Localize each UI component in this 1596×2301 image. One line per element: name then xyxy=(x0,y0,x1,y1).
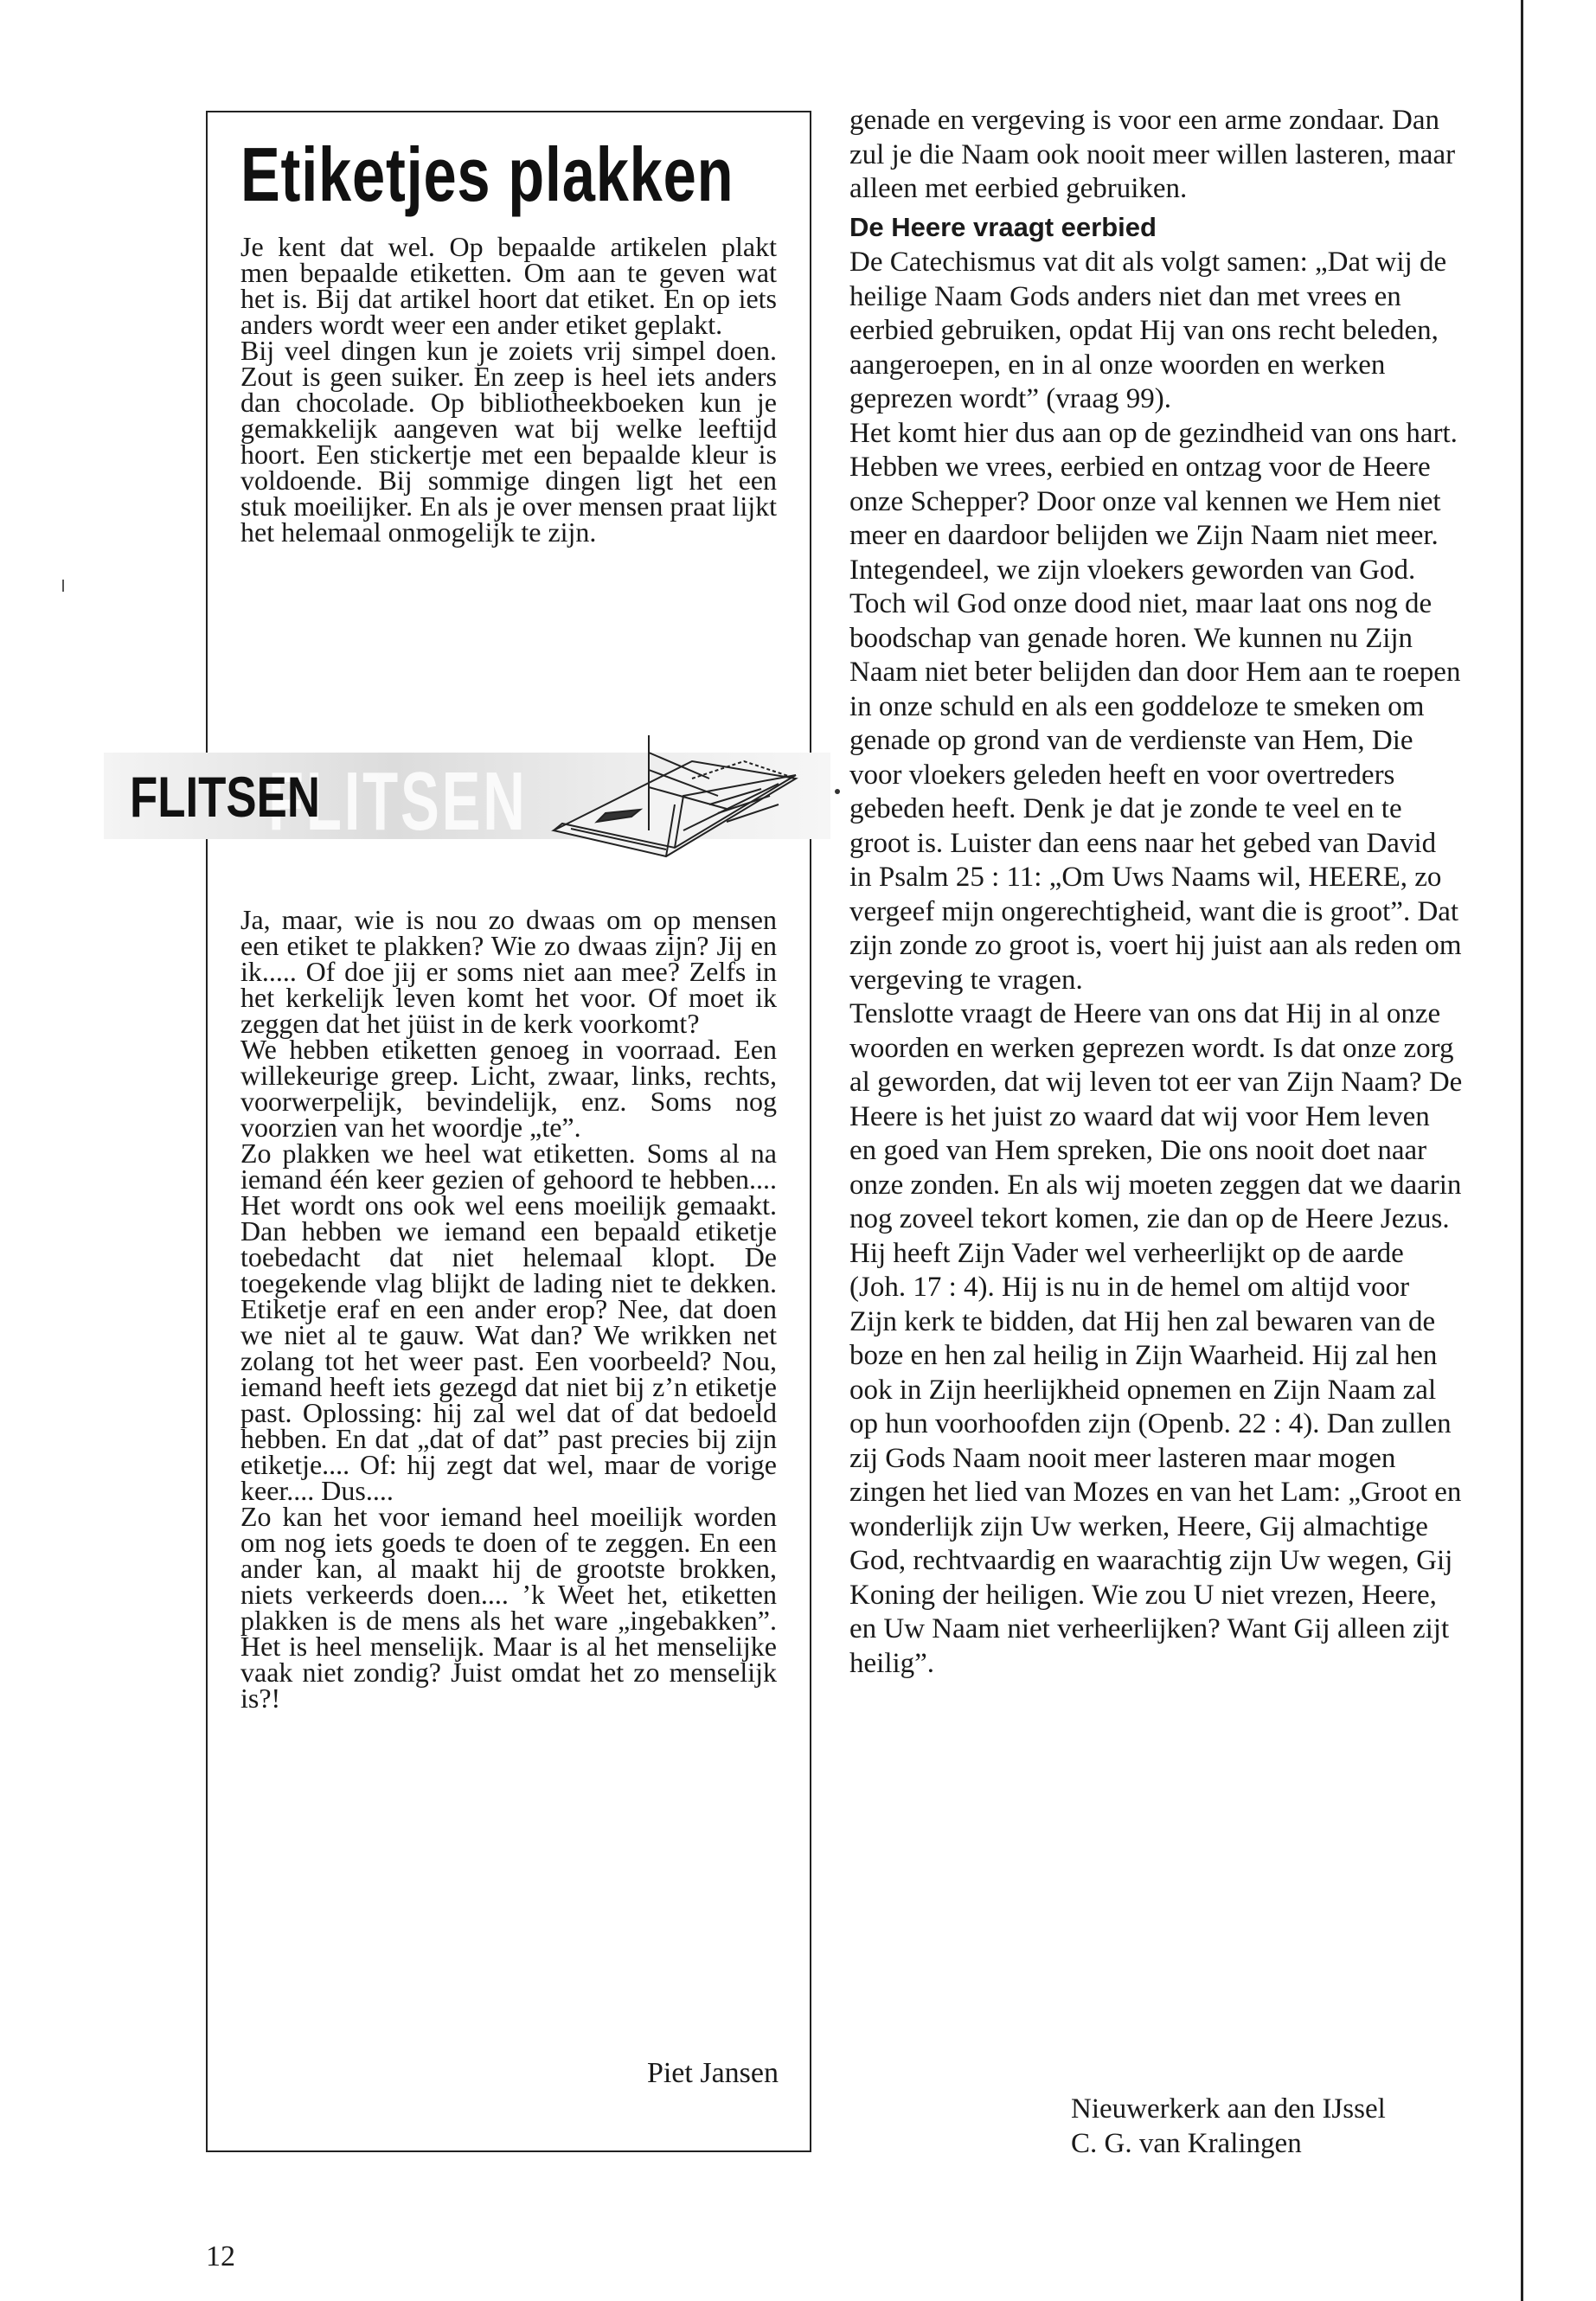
margin-mark xyxy=(62,580,64,592)
right-column xyxy=(849,104,1464,1681)
right-paragraph: De Catechismus vat dit als volgt samen: „Dat wij de heilige Naam Gods anders niet dan met vrees en eerbied gebruiken, opdat Hij van ons recht beleden, aangeroepen, en in al onze woorden en werken geprezen wordt” (vraag 99). xyxy=(849,247,1447,414)
banner-ghost-text: FLITSEN xyxy=(268,755,528,848)
closing-signature xyxy=(1071,2092,1386,2161)
body-paragraph: Zo plakken we heel wat etiketten. Soms al na iemand één keer gezien of gehoord te hebben.... Het wordt ons ook wel eens moeilijk gemaakt. Dan hebben we iemand een bepaald etiketje toebedacht dat niet helemaal klopt. De toegekende vlag blijkt de lading niet te dekken. Etiketje eraf en een ander erop? Nee, dat doen we niet al te gauw. Wat dan? We wrikken net zolang tot het weer past. Een voorbeeld? Nou, iemand heeft iets gezegd dat niet bij z’n etiketje past. Oplossing: hij zal wel dat of dat bedoeld hebben. En dat „dat of dat” past precies bij zijn etiketje.... Of: hij zegt dat wel, maar de vorige keer.... Dus.... xyxy=(240,1138,777,1506)
intro-paragraph: Je kent dat wel. Op bepaalde artikelen plakt men bepaalde etiketten. Om aan te geven wat het is. Bij dat artikel hoort dat etiket. En op iets anders wordt weer een ander etiket geplakt. xyxy=(240,231,777,340)
flitsen-banner xyxy=(104,727,830,865)
author-signature: Piet Jansen xyxy=(646,2057,779,2089)
right-paragraph: Het komt hier dus aan op de gezindheid van ons hart. Hebben we vrees, eerbied en ontzag voor de Heere onze Schepper? Door onze val kennen we Hem niet meer en daardoor belijden we Zijn Naam niet meer. Integendeel, we zijn vloekers geworden van God. Toch wil God onze dood niet, maar laat ons nog de boodschap van genade horen. We kunnen nu Zijn Naam niet beter belijden dan door Hem aan te roepen in onze schuld en als een goddeloze te smeken om genade op grond van de verdienste van Hem, Die voor vloekers geleden heeft en voor overtreders gebeden heeft. Denk je dat je zonde te veel en te groot is. Luister dan eens naar het gebed van David in Psalm 25 : 11: „Om Uws Naams wil, HEERE, zo vergeef mijn ongerechtigheid, want die is groot”. Dat zijn zonde zo groot is, voert hij juist aan als reden om vergeving te vragen. xyxy=(849,417,1462,996)
place-name: Nieuwerkerk aan den IJssel xyxy=(1071,2093,1386,2125)
intro-paragraph: Bij veel dingen kun je zoiets vrij simpel doen. Zout is geen suiker. En zeep is heel iets anders dan chocolade. Op bibliotheekboeken kun je gemakkelijk aangeven wat bij welke leeftijd hoort. Een stickertje met een bepaalde kleur is voldoende. Bij sommige dingen ligt het een stuk moeilijker. En als je over mensen praat lijkt het helemaal onmogelijk te zijn. xyxy=(240,335,777,548)
open-book-illustration xyxy=(536,727,813,865)
author-name: C. G. van Kralingen xyxy=(1071,2128,1302,2159)
section-heading: De Heere vraagt eerbied xyxy=(849,211,1157,242)
page-number: 12 xyxy=(206,2240,235,2272)
page-edge-line xyxy=(1521,0,1523,2301)
article-body xyxy=(240,904,777,1714)
body-paragraph: We hebben etiketten genoeg in voorraad. Een willekeurige greep. Licht, zwaar, links, rechts, voorwerpelijk, bevindelijk, enz. Soms nog voorzien van het woordje „te”. xyxy=(240,1034,777,1143)
margin-dot xyxy=(835,789,840,794)
body-paragraph: Ja, maar, wie is nou zo dwaas om op mensen een etiket te plakken? Wie zo dwaas zijn? Jij en ik..... Of doe jij er soms niet aan mee? Zelfs in het kerkelijk leven komt het voor. Of moet ik zeggen dat het jüist in de kerk voorkomt? xyxy=(240,904,777,1039)
banner-label: FLITSEN xyxy=(130,765,320,829)
body-paragraph: Zo kan het voor iemand heel moeilijk worden om nog iets goeds te doen of te zeggen. En een ander kan, al maakt hij de grootste brokken, niets verkeerds doen.... ’k Weet het, etiketten plakken is de mens als het ware „ingebakken”. Het is heel menselijk. Maar is al het menselijke vaak niet zondig? Juist omdat het zo menselijk is?! xyxy=(240,1501,777,1714)
article-intro xyxy=(240,231,777,548)
article-title: Etiketjes plakken xyxy=(240,131,734,217)
right-paragraph: Tenslotte vraagt de Heere van ons dat Hij in al onze woorden en werken geprezen wordt. Is dat onze zorg al geworden, dat wij leven tot eer van Zijn Naam? De Heere is het juist zo waard dat wij voor Hem leven en goed van Hem spreken, Die ons nooit doet naar onze zonden. En als wij moeten zeggen dat we daarin nog zoveel tekort komen, zie dan op de Heere Jezus. Hij heeft Zijn Vader wel verheerlijkt op de aarde (Joh. 17 : 4). Hij is nu in de hemel om altijd voor Zijn kerk te bidden, dat Hij hen zal bewaren van de boze en hen zal heilig in Zijn Waarheid. Hij zal hen ook in Zijn heerlijkheid opnemen en Zijn Naam zal op hun voorhoofden zijn (Openb. 22 : 4). Dan zullen zij Gods Naam nooit meer lasteren maar mogen zingen het lied van Mozes en van het Lam: „Groot en wonderlijk zijn Uw werken, Heere, Gij almachtige God, rechtvaardig en waarachtig zijn Uw wegen, Gij Koning der heiligen. Wie zou U niet vrezen, Heere, en Uw Naam niet verheerlijken? Want Gij alleen zijt heilig”. xyxy=(849,998,1463,1679)
opening-paragraph: genade en vergeving is voor een arme zondaar. Dan zul je die Naam ook nooit meer willen lasteren, maar alleen met eerbied gebruiken. xyxy=(849,105,1456,204)
